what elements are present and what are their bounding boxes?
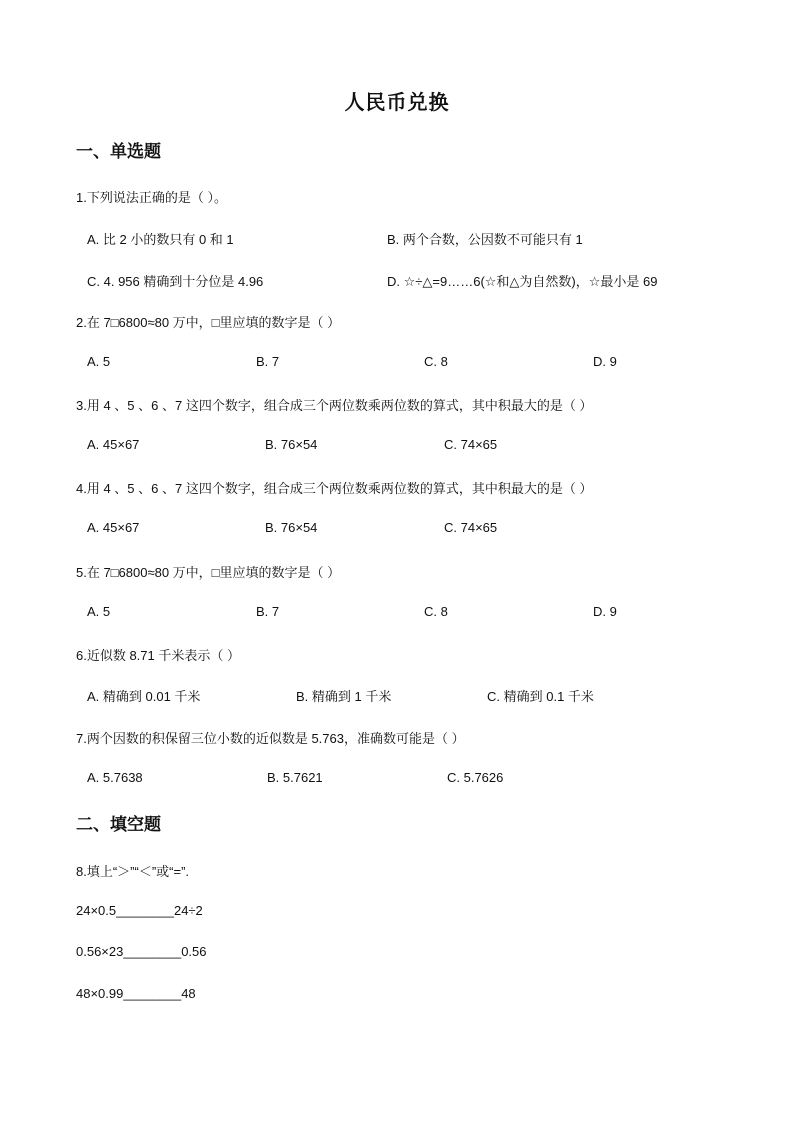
question-1: 1.下列说法正确的是（ ）。 [76, 190, 227, 205]
section-heading-fill-blank: 二、填空题 [76, 815, 161, 834]
question-5-option-b: B. 7 [256, 604, 280, 619]
question-5-option-c: C. 8 [424, 604, 448, 619]
question-2: 2.在 7□6800≈80 万中，□里应填的数字是（ ） [76, 315, 341, 330]
question-3-option-b: B. 76×54 [265, 437, 318, 452]
question-8: 8.填上“＞”“＜”或“=”. [76, 864, 190, 879]
question-3-option-c: C. 74×65 [444, 437, 498, 452]
fill-line-2: 0.56×23________0.56 [76, 944, 207, 959]
fill-line-3: 48×0.99________48 [76, 986, 196, 1001]
question-1-option-b: B. 两个合数，公因数不可能只有 1 [387, 232, 583, 247]
question-6-option-c: C. 精确到 0.1 千米 [487, 689, 594, 704]
question-1-option-c: C. 4. 956 精确到十分位是 4.96 [87, 274, 264, 289]
question-7-option-a: A. 5.7638 [87, 770, 143, 785]
question-3-option-a: A. 45×67 [87, 437, 140, 452]
fill-line-1: 24×0.5________24÷2 [76, 903, 203, 918]
question-4-option-b: B. 76×54 [265, 520, 318, 535]
question-2-option-d: D. 9 [593, 354, 617, 369]
page-title: 人民币兑换 [344, 92, 450, 114]
question-2-option-b: B. 7 [256, 354, 280, 369]
question-4-option-a: A. 45×67 [87, 520, 140, 535]
question-4-option-c: C. 74×65 [444, 520, 498, 535]
question-5-option-d: D. 9 [593, 604, 617, 619]
question-5: 5.在 7□6800≈80 万中，□里应填的数字是（ ） [76, 565, 341, 580]
question-1-option-d: D. ☆÷△=9……6(☆和△为自然数)，☆最小是 69 [387, 274, 658, 289]
question-7-option-b: B. 5.7621 [267, 770, 323, 785]
question-3: 3.用 4 、5 、6 、7 这四个数字，组合成三个两位数乘两位数的算式，其中积最大的是（ ） [76, 398, 593, 413]
question-1-option-a: A. 比 2 小的数只有 0 和 1 [87, 232, 234, 247]
question-6-option-a: A. 精确到 0.01 千米 [87, 689, 201, 704]
question-4: 4.用 4 、5 、6 、7 这四个数字，组合成三个两位数乘两位数的算式，其中积最大的是（ ） [76, 481, 593, 496]
question-2-option-a: A. 5 [87, 354, 111, 369]
question-6: 6.近似数 8.71 千米表示（ ） [76, 648, 240, 663]
question-2-option-c: C. 8 [424, 354, 448, 369]
question-7: 7.两个因数的积保留三位小数的近似数是 5.763，准确数可能是（ ） [76, 731, 465, 746]
question-5-option-a: A. 5 [87, 604, 111, 619]
section-heading-single-choice: 一、单选题 [76, 142, 161, 161]
question-6-option-b: B. 精确到 1 千米 [296, 689, 392, 704]
question-7-option-c: C. 5.7626 [447, 770, 504, 785]
